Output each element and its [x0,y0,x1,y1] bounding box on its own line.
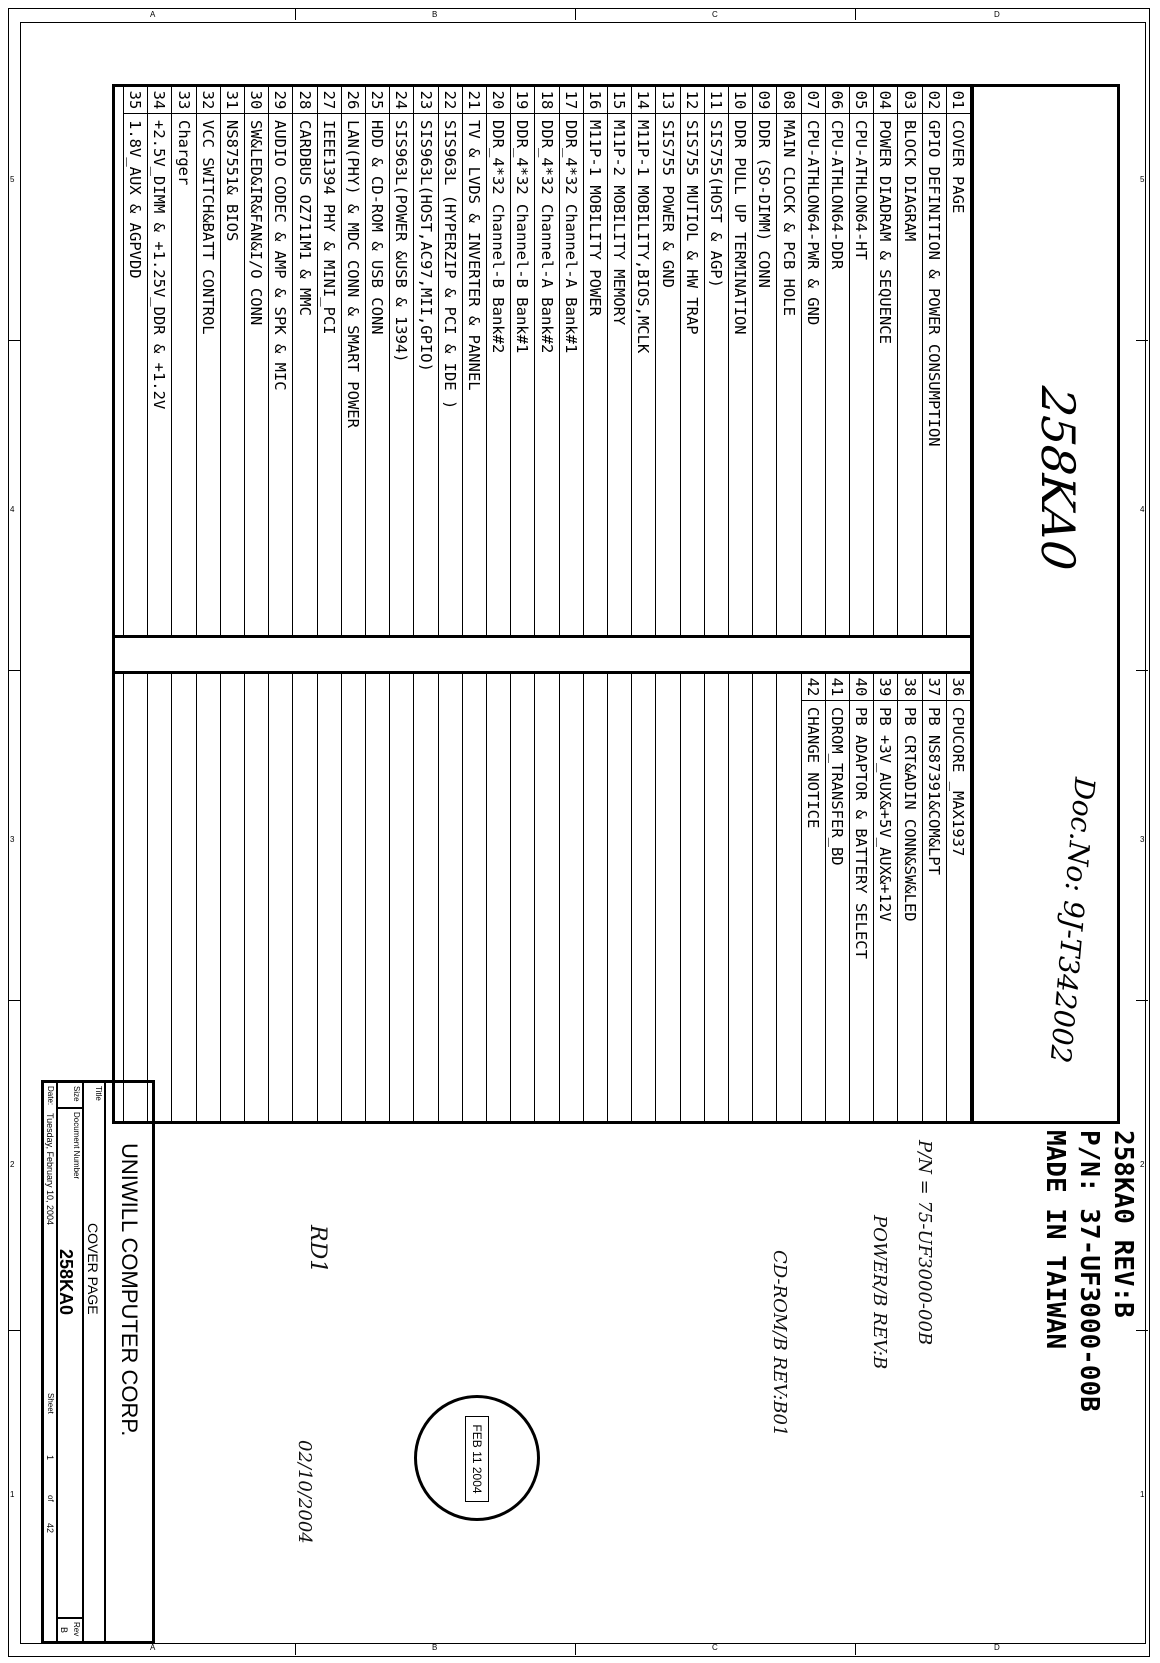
page-name: DDR_4*32 Channel-A Bank#1 [561,120,580,354]
page-number: 10 [728,87,752,114]
index-row [341,87,365,635]
index-row [244,87,268,635]
index-row [873,674,897,1121]
index-row [583,87,607,635]
page-name: PB NS87391&COM&LPT [924,707,943,875]
zone-letter-c-bottom: C [712,1643,718,1652]
zone-letter-d-bottom: D [994,1643,1000,1652]
index-row [462,87,486,635]
page-number: 03 [898,87,922,114]
index-row-empty [728,674,752,1121]
page-number: 11 [704,87,728,114]
index-row-empty [607,674,631,1121]
index-row [655,87,679,635]
page-name: MAIN CLOCK & PCB HOLE [779,120,798,316]
page-name: 1.8V_AUX & AGPVDD [126,120,145,279]
page-number: 38 [898,674,922,701]
index-row [147,87,171,635]
page-number: 29 [268,87,292,114]
page-name: CDROM_TRANSFER_BD [828,707,846,866]
zone-number-4-left: 4 [10,505,15,514]
index-rows [112,84,970,1124]
page-number: 09 [752,87,776,114]
index-row-empty [147,674,171,1121]
revision: B [59,1627,69,1634]
handwritten-note: 02/10/2004 [294,1440,315,1544]
index-row [752,87,776,635]
zone-number-1-left: 1 [10,1490,15,1499]
handwritten-note: POWER/B REV:B [869,1215,890,1370]
zone-number-2-left: 2 [10,1160,15,1169]
index-row [825,87,849,635]
index-row [704,87,728,635]
page-name: +2.5V_DIMM & +1.25V_DDR & +1.2V [150,120,169,410]
receiving-stamp [414,1395,540,1521]
index-row-empty [583,674,607,1121]
index-row [171,87,195,635]
index-row-empty [268,674,292,1121]
page-number: 33 [172,87,196,114]
index-row-empty [244,674,268,1121]
index-row-empty [341,674,365,1121]
handwritten-note: CD-ROM/B REV:B01 [769,1250,790,1437]
zone-letter-b-bottom: B [432,1643,438,1652]
zone-letter-d-top: D [994,10,1000,19]
handwritten-doc-number: Doc.No: 9J-T342002 [1043,776,1102,1065]
page-number: 21 [462,87,486,114]
index-title: 258KA0 [1031,384,1085,573]
page-number: 19 [510,87,534,114]
page-number: 01 [946,87,970,114]
page-name: PB CRT&ADIN CONN&SW&LED [900,707,919,922]
document-number: 258KA0 [56,1249,76,1316]
column-separator [115,635,970,638]
page-name: CPU-ATHLON64-PWR & GND [803,120,822,326]
index-row-empty [486,674,510,1121]
board-part-number: P/N: 37-UF3000-00B [1074,1130,1104,1412]
index-row-empty [704,674,728,1121]
page-name: LAN(PHY) & MDC CONN & SMART POWER [344,120,362,428]
index-row [897,87,921,635]
index-row-empty [776,674,800,1121]
page-number: 42 [801,674,825,701]
index-row [873,87,897,635]
page-number: 23 [414,87,438,114]
page-number: 22 [438,87,462,114]
page-name: DDR PULL UP TERMINATION [731,120,750,335]
zone-number-2-right: 2 [1140,1160,1145,1169]
index-row-empty [680,674,704,1121]
index-row [196,87,220,635]
page-name: CPU-ATHLON64-DDR [828,120,846,270]
page-number: 36 [946,674,970,701]
company-name: UNIWILL COMPUTER CORP. [117,1143,142,1437]
index-row-empty [123,674,147,1121]
index-row [438,87,462,635]
size-label: Size [72,1086,81,1102]
handwritten-note: P/N = 75-UF3000-00B [914,1140,935,1346]
index-row-empty [389,674,413,1121]
index-row [413,87,437,635]
page-name: PB +3V_AUX&+5V_AUX&+12V [876,707,895,922]
index-row [776,87,800,635]
document-number-label: Document Number [72,1112,81,1180]
title-block [41,1080,155,1644]
page-number: 25 [365,87,389,114]
index-header [970,84,1120,1124]
index-row [486,87,510,635]
page-number: 35 [123,87,147,114]
page-number: 41 [825,674,849,701]
page-name: TV & LVDS & INVERTER & PANNEL [465,120,483,391]
index-row [801,674,825,1121]
zone-number-3-left: 3 [10,835,15,844]
index-row-empty [317,674,341,1121]
sheet-number: 1 [45,1455,55,1461]
zone-letter-a-bottom: A [150,1643,156,1652]
index-row-empty [196,674,220,1121]
of-label: of [46,1495,55,1502]
page-name: M11P-1 MOBILITY POWER [586,120,604,316]
page-number: 14 [631,87,655,114]
board-info [1038,1130,1140,1412]
page-number: 16 [583,87,607,114]
page-number: 24 [389,87,413,114]
index-row [220,87,244,635]
page-name: SIS963L (HYPERZIP & PCI & IDE ) [440,120,459,410]
page-name: CARDBUS OZ711M1 & MMC [295,120,314,316]
page-name: COVER PAGE [949,120,967,214]
index-row-empty [365,674,389,1121]
page-name: DDR_4*32 Channel-B Bank#2 [489,120,508,354]
zone-letter-a-top: A [150,10,156,19]
page-name: M11P-2 MOBILITY MEMORY [610,120,629,326]
index-row [849,87,873,635]
zone-number-1-right: 1 [1140,1490,1145,1499]
rev-label: Rev [72,1622,81,1637]
page-number: 07 [801,87,825,114]
index-row [389,87,413,635]
page-number: 17 [559,87,583,114]
index-row [317,87,341,635]
page-name: SIS755 MUTIOL & HW TRAP [682,120,701,335]
index-row [559,87,583,635]
sheet-total: 42 [45,1523,55,1534]
index-row [728,87,752,635]
index-row-empty [510,674,534,1121]
index-row-empty [559,674,583,1121]
index-row [946,87,970,635]
index-row [123,87,147,635]
page-name: CPUCORE _MAX1937 [949,707,967,857]
page-number: 28 [293,87,317,114]
page-number: 40 [849,674,873,701]
sheet-label: Sheet [46,1393,55,1414]
page-name: PB ADAPTOR & BATTERY SELECT [852,707,871,959]
page-name: CHANGE NOTICE [803,707,822,829]
zone-letter-b-top: B [432,10,438,19]
title-label: Title [94,1086,103,1101]
index-row [680,87,704,635]
index-row-empty [438,674,462,1121]
index-row [510,87,534,635]
zone-number-5-right: 5 [1140,175,1145,184]
page-number: 37 [922,674,946,701]
index-row [922,674,946,1121]
page-number: 26 [341,87,365,114]
handwritten-note: RD1 [305,1225,330,1274]
zone-number-3-right: 3 [1140,835,1145,844]
index-row [365,87,389,635]
page-number: 30 [244,87,268,114]
index-row [897,674,921,1121]
page-number: 06 [825,87,849,114]
date-label: Date: [46,1086,55,1106]
index-row-empty [462,674,486,1121]
page-name: DDR_4*32 Channel-A Bank#2 [537,120,556,354]
index-row-empty [220,674,244,1121]
page-index-table [112,84,1120,1124]
page-number: 32 [196,87,220,114]
index-row-empty [752,674,776,1121]
index-row [801,87,825,635]
page-name: SIS963L(POWER &USB & 1394) [392,120,411,363]
page-name: GPIO DEFINITION & POWER CONSUMPTION [924,120,943,447]
index-row [292,87,316,635]
page-name: POWER DIADRAM & SEQUENCE [876,120,895,344]
page-number: 27 [317,87,341,114]
page-name: M11P-1 MOBILITY,BIOS,MCLK [634,120,653,354]
index-row [946,674,970,1121]
page-name: VCC SWITCH&BATT CONTROL [198,120,217,335]
page-name: HDD & CD-ROM & USB CONN [368,120,387,335]
page-name: CPU-ATHLON64-HT [852,120,871,260]
page-name: SIS963L(HOST,AC97,MII,GPIO) [416,120,435,372]
index-row-empty [534,674,558,1121]
page-number: 08 [777,87,801,114]
board-name-rev: 258KA0 REV:B [1108,1130,1138,1318]
stamp-date: FEB 11 2004 [465,1416,489,1502]
page-name: NS87551& BIOS [223,120,241,242]
page-name: SIS755(HOST & AGP) [707,120,725,288]
page-number: 02 [922,87,946,114]
made-in: MADE IN TAIWAN [1040,1130,1070,1350]
page-number: 34 [147,87,171,114]
index-row [922,87,946,635]
page-number: 20 [486,87,510,114]
index-row-empty [292,674,316,1121]
page-number: 05 [849,87,873,114]
page-name: SIS755 POWER & GND [658,120,677,288]
page-name: SW&LED&IR&FAN&I/O CONN [247,120,266,326]
page-name: IEEE1394 PHY & MINI_PCI [319,120,338,335]
page-number: 12 [680,87,704,114]
sheet-title: COVER PAGE [85,1223,101,1315]
page-number: 04 [873,87,897,114]
zone-number-4-right: 4 [1140,505,1145,514]
index-row [631,87,655,635]
index-row [268,87,292,635]
page-number: 39 [873,674,897,701]
index-row-empty [171,674,195,1121]
page-number: 18 [535,87,559,114]
page-number: 31 [220,87,244,114]
page-name: DDR (SO-DIMM) CONN [755,120,774,288]
page-name: Charger [174,120,193,186]
index-row [849,674,873,1121]
page-number: 15 [607,87,631,114]
index-row-empty [413,674,437,1121]
index-row [825,674,849,1121]
zone-letter-c-top: C [712,10,718,19]
index-row [534,87,558,635]
index-row-empty [631,674,655,1121]
document-date: Tuesday, February 10, 2004 [45,1113,55,1226]
page-number: 13 [656,87,680,114]
page-name: DDR_4*32 Channel-B Bank#1 [513,120,532,354]
index-row-empty [655,674,679,1121]
index-row [607,87,631,635]
zone-number-5-left: 5 [10,175,15,184]
page-name: AUDIO CODEC & AMP & SPK & MIC [271,120,290,391]
page-name: BLOCK DIAGRAM [900,120,919,242]
